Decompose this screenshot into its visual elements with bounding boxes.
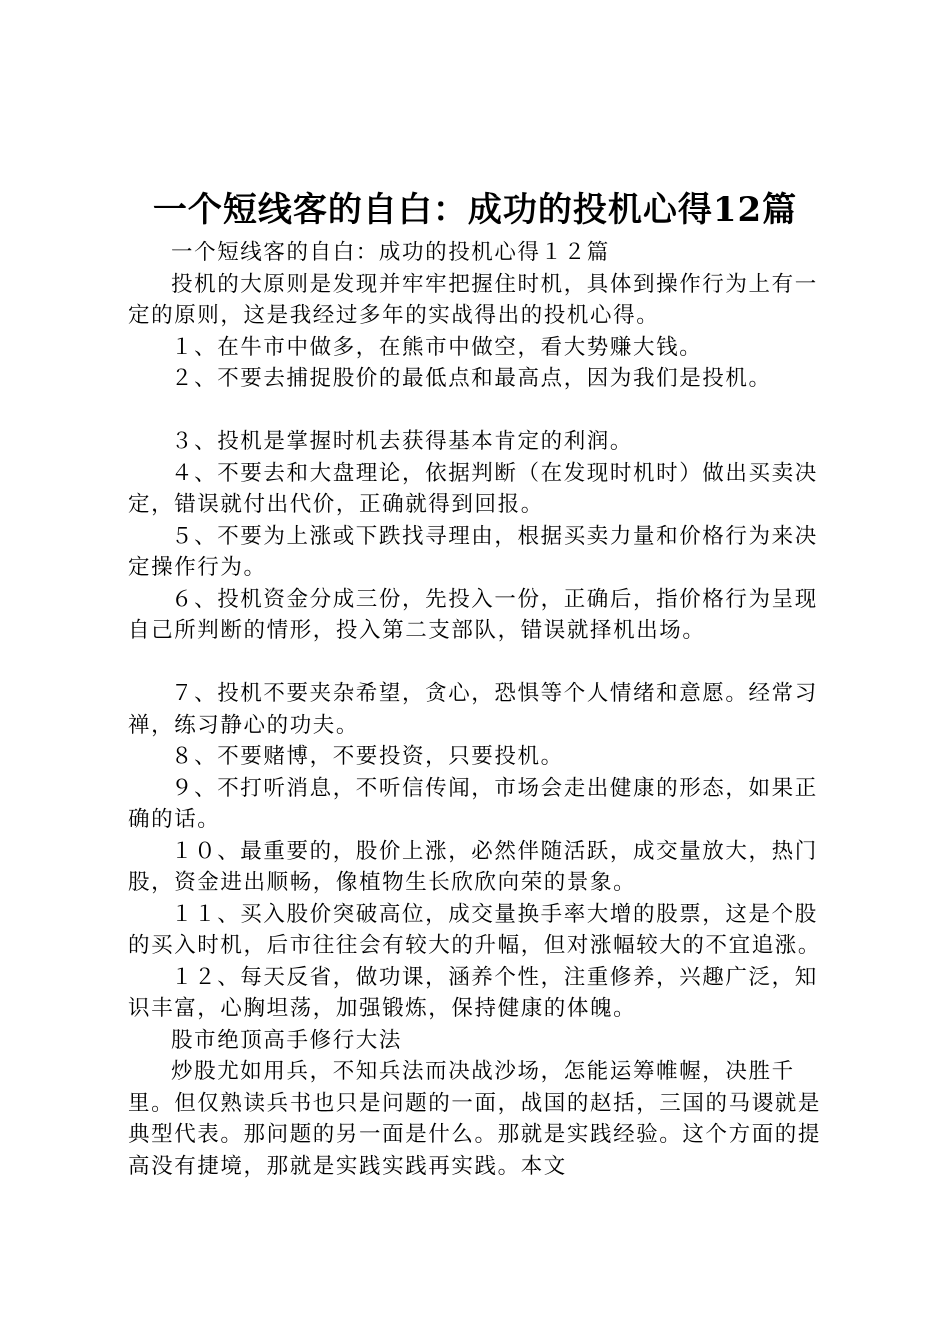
paragraph-rule-1: １、在牛市中做多，在熊市中做空，看大势赚大钱。 xyxy=(171,334,703,360)
paragraph-rule-10: １０、最重要的，股价上涨，必然伴随活跃，成交量放大，热门股，资金进出顺畅，像植物生长欣欣向荣的景象。 xyxy=(128,838,818,895)
document-body xyxy=(128,237,828,1182)
section-heading: 股市绝顶高手修行大法 xyxy=(171,1027,403,1053)
document-title: 一个短线客的自白：成功的投机心得12篇 xyxy=(152,190,798,230)
paragraph-rule-9: ９、不打听消息，不听信传闻，市场会走出健康的形态，如果正确的话。 xyxy=(128,775,818,832)
paragraph-rule-12: １２、每天反省，做功课，涵养个性，注重修养，兴趣广泛，知识丰富，心胸坦荡，加强锻炼，保持健康的体魄。 xyxy=(128,964,818,1021)
paragraph-rule-4: ４、不要去和大盘理论，依据判断（在发现时机时）做出买卖决定，错误就付出代价，正确就得到回报。 xyxy=(128,460,818,517)
paragraph-rule-11: １１、买入股价突破高位，成交量换手率大增的股票，这是个股的买入时机，后市往往会有较大的升幅，但对涨幅较大的不宜追涨。 xyxy=(128,901,822,958)
paragraph-rule-6: ６、投机资金分成三份，先投入一份，正确后，指价格行为呈现自己所判断的情形，投入第二支部队，错误就择机出场。 xyxy=(128,586,818,643)
paragraph-rule-3: ３、投机是掌握时机去获得基本肯定的利润。 xyxy=(171,429,634,454)
paragraph-section-body: 炒股尤如用兵，不知兵法而决战沙场，怎能运筹帷幄，决胜千里。但仅熟读兵书也只是问题的一面，战国的赵括，三国的马谡就是典型代表。那问题的另一面是什么。那就是实践经验。这个方面的提高没有捷境，那就是实践实践再实践。本文 xyxy=(128,1059,822,1179)
paragraph-intro: 投机的大原则是发现并牢牢把握住时机，具体到操作行为上有一定的原则，这是我经过多年的实战得出的投机心得。 xyxy=(128,271,818,328)
paragraph-rule-7: ７、投机不要夹杂希望，贪心，恐惧等个人情绪和意愿。经常习禅，练习静心的功夫。 xyxy=(128,681,818,738)
paragraph-rule-5: ５、不要为上涨或下跌找寻理由，根据买卖力量和价格行为来决定操作行为。 xyxy=(128,523,818,580)
paragraph-rule-2: ２、不要去捕捉股价的最低点和最高点，因为我们是投机。 xyxy=(171,366,772,391)
paragraph-rule-8: ８、不要赌博，不要投资，只要投机。 xyxy=(171,744,564,769)
paragraph-subtitle: 一个短线客的自白：成功的投机心得１２篇 xyxy=(171,240,610,265)
